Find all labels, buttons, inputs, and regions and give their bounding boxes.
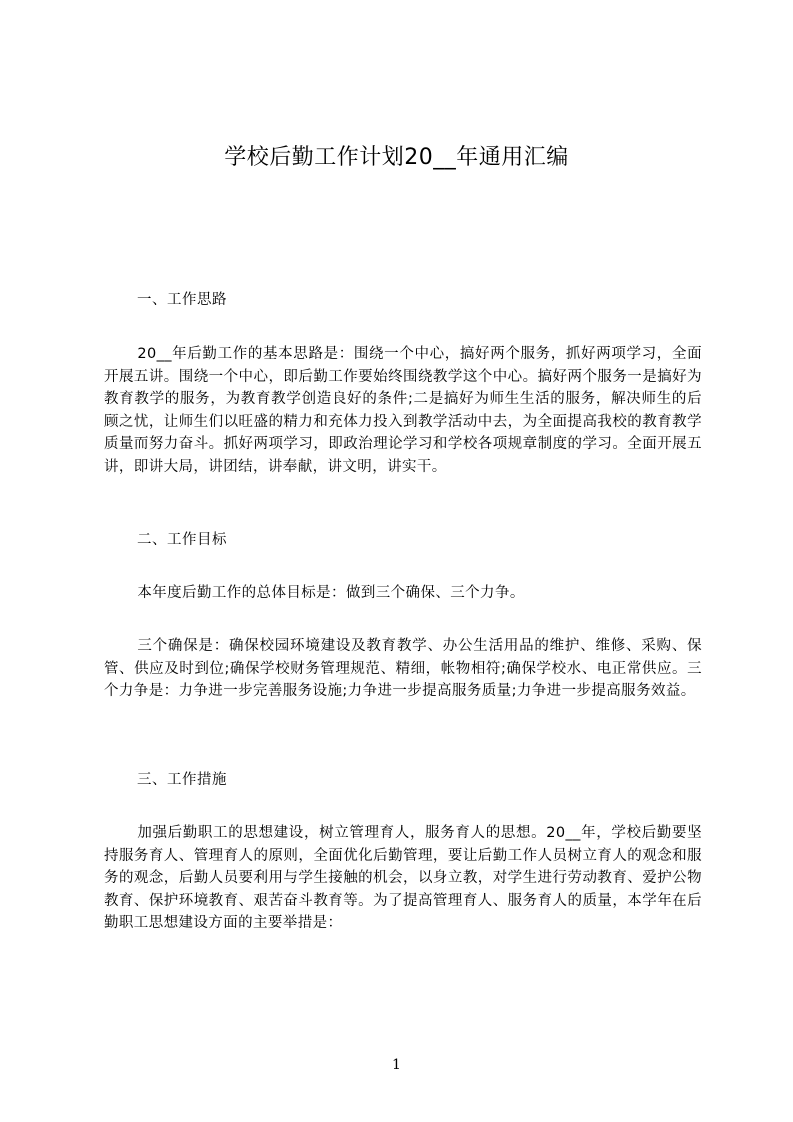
section-heading-work-goals: 二、工作目标 — [137, 532, 227, 548]
document-title: 学校后勤工作计划20__年通用汇编 — [224, 145, 569, 170]
paragraph-work-measures: 加强后勤职工的思想建设，树立管理育人，服务育人的思想。20__年，学校后勤要坚持服务育人、管理育人的原则，全面优化后勤管理，要让后勤工作人员树立育人的观念和服务的观念，后勤人员要利用与学生接触的机会，以身立教，对学生进行劳动教育、爱护公物教育、保护环境教育、艰苦奋斗教育等。为了提高管理育人、服务育人的质量，本学年在后勤职工思想建设方面的主要举措是： — [104, 825, 702, 931]
paragraph-work-approach: 20__年后勤工作的基本思路是：围绕一个中心，搞好两个服务，抓好两项学习，全面开展五讲。围绕一个中心，即后勤工作要始终围绕教学这个中心。搞好两个服务一是搞好为教育教学的服务，为教育教学创造良好的条件;二是搞好为师生生活的服务，解决师生的后顾之忧，让师生们以旺盛的精力和充体力投入到教学活动中去，为全面提高我校的教育教学质量而努力奋斗。抓好两项学习，即政治理论学习和学校各项规章制度的学习。全面开展五讲，即讲大局，讲团结，讲奉献，讲文明，讲实干。 — [104, 346, 702, 475]
page-number: 1 — [392, 1057, 401, 1073]
paragraph-goals-detail: 三个确保是：确保校园环境建设及教育教学、办公生活用品的维护、维修、采购、保管、供应及时到位;确保学校财务管理规范、精细，帐物相符;确保学校水、电正常供应。三个力争是：力争进一步完善服务设施;力争进一步提高服务质量;力争进一步提高服务效益。 — [104, 638, 702, 699]
section-heading-work-approach: 一、工作思路 — [137, 292, 227, 308]
section-heading-work-measures: 三、工作措施 — [137, 772, 227, 788]
paragraph-goals-summary: 本年度后勤工作的总体目标是：做到三个确保、三个力争。 — [137, 585, 525, 601]
